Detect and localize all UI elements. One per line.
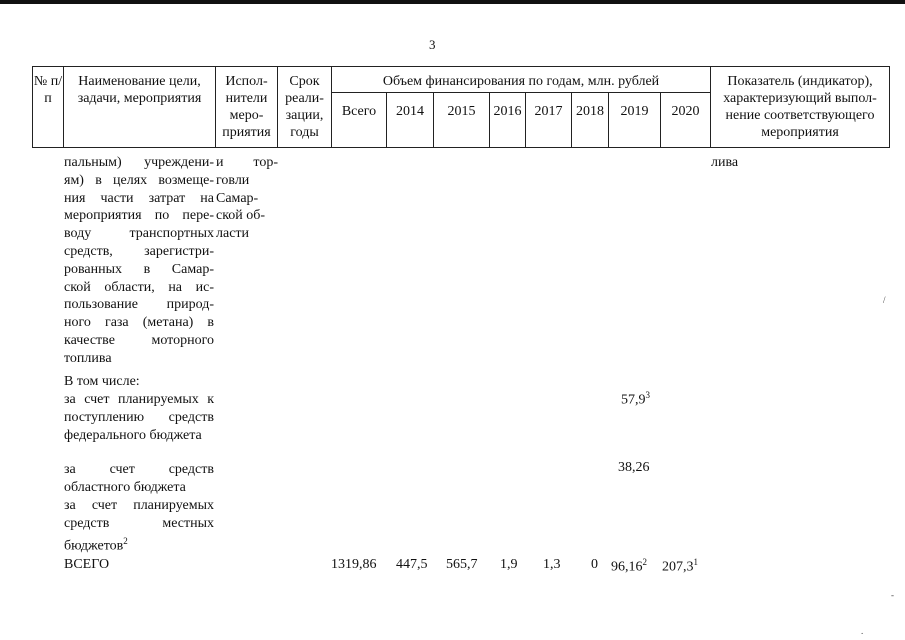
exec-line: ласти bbox=[216, 226, 250, 242]
header-executors bbox=[215, 66, 278, 148]
regional-source: за счет средств областного бюджета bbox=[64, 462, 214, 495]
header-indicator-text: Показатель (индикатор), характеризующий выпол-нение соответствующего мероприятия bbox=[723, 74, 877, 140]
total-2019-value: 96,16 bbox=[611, 559, 643, 575]
total-2014: 447,5 bbox=[396, 557, 428, 572]
header-year-text: 2014 bbox=[396, 104, 424, 119]
total-2020-footnote-ref: 1 bbox=[693, 557, 698, 567]
header-total bbox=[331, 92, 387, 148]
regional-value-2019: 38,26 bbox=[618, 460, 650, 475]
goal-line: топлива bbox=[64, 350, 112, 366]
total-2020-value: 207,3 bbox=[662, 559, 694, 575]
header-year-2014 bbox=[386, 92, 434, 148]
total-2019-footnote-ref: 2 bbox=[642, 557, 647, 567]
total-all: 1319,86 bbox=[331, 557, 377, 572]
exec-line: говли bbox=[216, 172, 250, 188]
header-name bbox=[63, 66, 216, 148]
total-2017: 1,3 bbox=[543, 557, 561, 572]
header-no-text: № п/п bbox=[33, 74, 63, 106]
header-term-text: Срок реали-зации, годы bbox=[285, 74, 324, 140]
header-year-2019 bbox=[608, 92, 661, 148]
header-year-text: 2020 bbox=[671, 104, 700, 119]
scan-speck: . bbox=[861, 626, 864, 636]
goal-line: пальным) учреждени- bbox=[64, 155, 214, 170]
total-2018: 0 bbox=[591, 557, 598, 572]
header-year-text: 2018 bbox=[576, 104, 604, 119]
page-number: 3 bbox=[429, 37, 436, 52]
total-2020 bbox=[662, 557, 698, 576]
local-source-text: за счет планируемых средств местных бюджетов bbox=[64, 498, 214, 554]
goal-line: пользование природ- bbox=[64, 297, 214, 313]
scan-speck: - bbox=[891, 590, 894, 600]
federal-value-2019 bbox=[621, 390, 650, 409]
total-2016: 1,9 bbox=[500, 557, 518, 572]
goal-line: ской области, на ис- bbox=[64, 279, 214, 295]
executors-continued bbox=[216, 154, 278, 243]
header-year-2015 bbox=[433, 92, 490, 148]
header-year-text: 2017 bbox=[534, 104, 563, 119]
goal-description bbox=[64, 154, 214, 368]
header-year-2017 bbox=[525, 92, 572, 148]
header-year-text: 2016 bbox=[493, 104, 522, 119]
header-financing-text: Объем финансирования по годам, млн. рублей bbox=[382, 74, 660, 89]
header-year-text: 2015 bbox=[447, 104, 476, 119]
goal-line: рованных в Самар- bbox=[64, 261, 214, 277]
goal-line: ния части затрат на bbox=[64, 190, 214, 206]
scan-speck: / bbox=[883, 295, 886, 305]
header-indicator bbox=[710, 66, 890, 148]
goal-line: ям) в целях возмеще- bbox=[64, 172, 214, 188]
goal-line: качестве моторного bbox=[64, 332, 214, 348]
total-label: ВСЕГО bbox=[64, 557, 110, 572]
federal-footnote-ref: 3 bbox=[645, 390, 650, 400]
local-source bbox=[64, 497, 214, 555]
header-year-text: 2019 bbox=[620, 104, 649, 119]
indicator-continued: лива bbox=[711, 155, 739, 170]
goal-line: средств, зарегистри- bbox=[64, 243, 214, 259]
federal-value: 57,9 bbox=[621, 392, 646, 408]
header-name-text: Наименование цели, задачи, мероприятия bbox=[77, 74, 202, 106]
header-term bbox=[277, 66, 332, 148]
total-2015: 565,7 bbox=[446, 557, 478, 572]
header-no bbox=[32, 66, 64, 148]
exec-line: ской об- bbox=[216, 208, 266, 224]
header-year-2020 bbox=[660, 92, 711, 148]
total-2019 bbox=[611, 557, 647, 576]
header-year-2018 bbox=[571, 92, 609, 148]
goal-line: ного газа (метана) в bbox=[64, 315, 214, 331]
header-financing bbox=[331, 66, 711, 93]
goal-line: воду транспортных bbox=[64, 226, 214, 242]
goal-line: мероприятия по пере- bbox=[64, 208, 214, 224]
scan-top-border bbox=[0, 0, 905, 4]
header-executors-text: Испол-нители меро-приятия bbox=[222, 74, 271, 140]
header-year-2016 bbox=[489, 92, 526, 148]
header-total-text: Всего bbox=[341, 104, 377, 119]
exec-line: и тор- bbox=[216, 155, 278, 170]
federal-source: за счет планируемых к поступлению средств федерального бюджета bbox=[64, 392, 214, 443]
exec-line: Самар- bbox=[216, 190, 259, 206]
including-label: В том числе: bbox=[64, 374, 140, 389]
local-footnote-ref: 2 bbox=[123, 535, 128, 546]
